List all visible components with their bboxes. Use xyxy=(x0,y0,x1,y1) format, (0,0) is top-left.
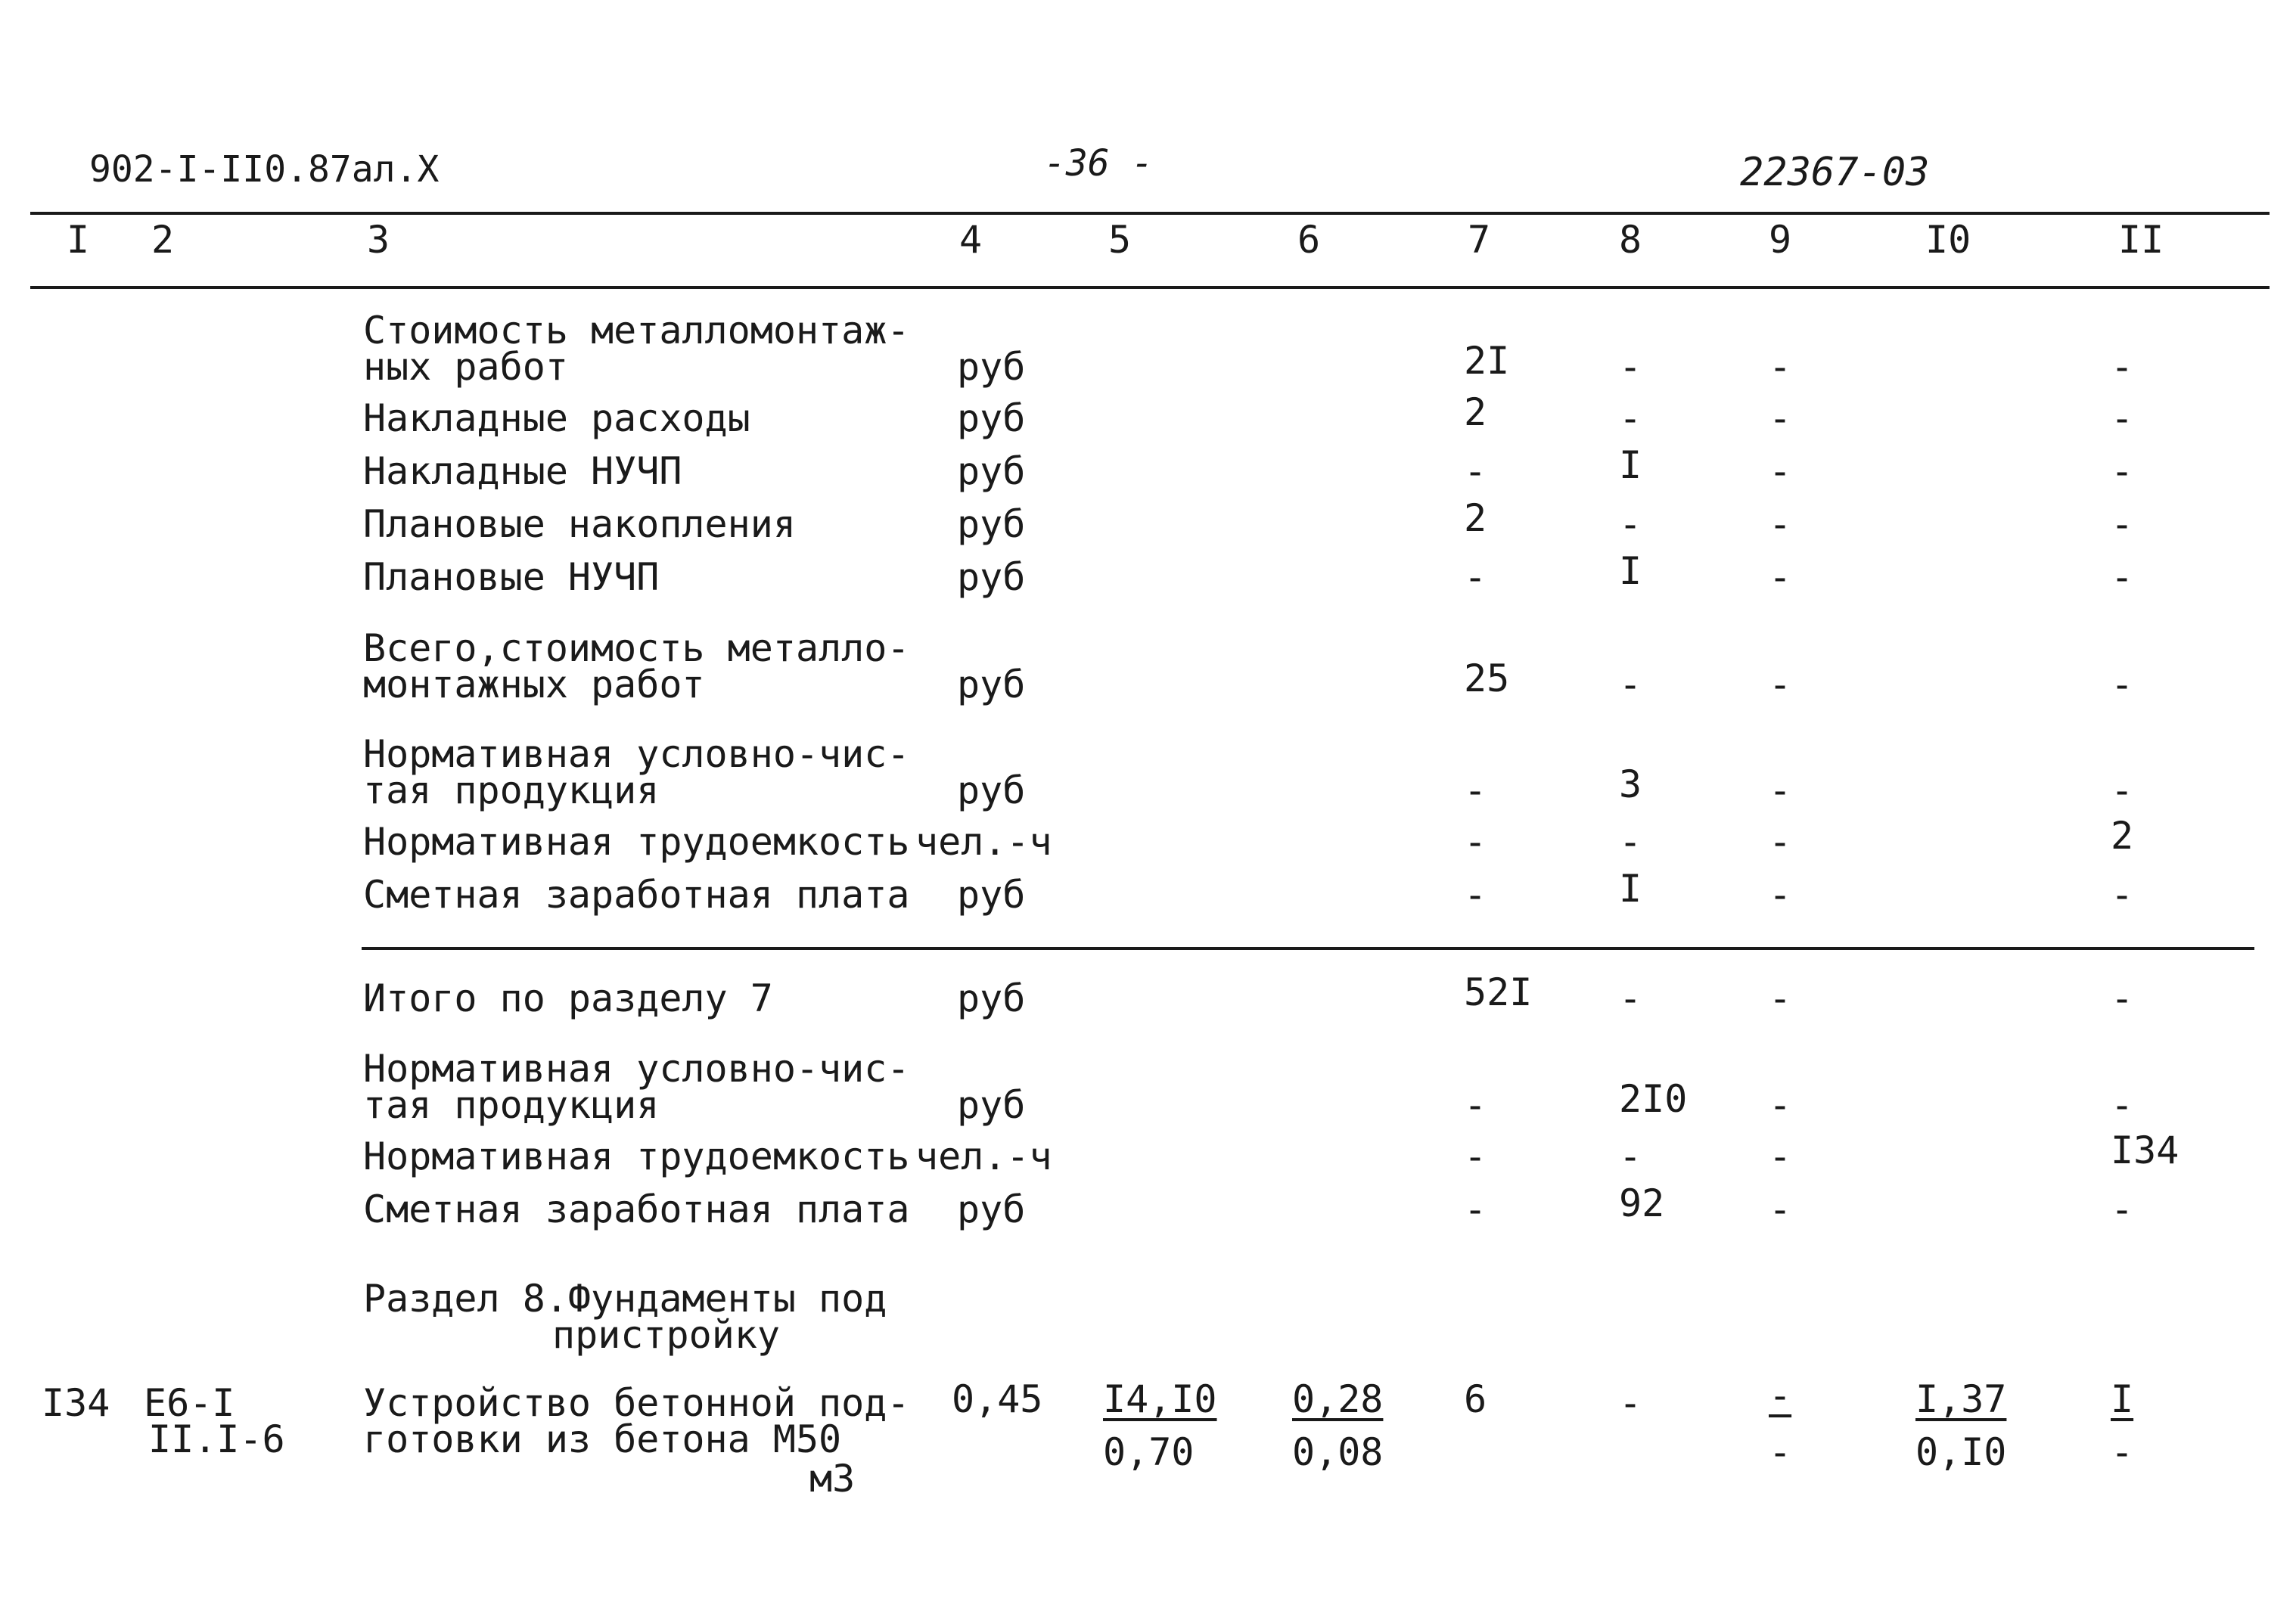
row-c7: - xyxy=(1464,820,1487,864)
row-unit: руб xyxy=(957,345,1026,389)
row-name: Плановые накопления xyxy=(363,502,796,546)
row-unit: руб xyxy=(957,396,1026,440)
row-unit: руб xyxy=(957,449,1026,493)
row-c7: - xyxy=(1464,555,1487,599)
row-c9: - xyxy=(1769,663,1792,706)
row-c11: - xyxy=(2111,1083,2134,1127)
col-head-7: 7 xyxy=(1468,218,1491,262)
row-c11: - xyxy=(2111,502,2134,546)
row-c8: 3 xyxy=(1619,762,1642,806)
row-name: Всего,стоимость металло- xyxy=(363,626,910,670)
col-head-4: 4 xyxy=(959,218,983,262)
row-c8: 92 xyxy=(1619,1181,1665,1225)
row-c9: - xyxy=(1769,449,1792,493)
item-c5-bottom: 0,70 xyxy=(1103,1430,1195,1474)
item-c6-top: 0,28 xyxy=(1292,1377,1384,1421)
row-c11: - xyxy=(2111,663,2134,706)
row-c11: - xyxy=(2111,1187,2134,1231)
item-c6-bottom: 0,08 xyxy=(1292,1430,1384,1474)
header-top-rule xyxy=(30,212,2270,215)
row-c11: - xyxy=(2111,396,2134,440)
item-c11-top: I xyxy=(2111,1377,2134,1421)
row-unit: руб xyxy=(957,663,1026,706)
col-head-1: I xyxy=(67,218,90,262)
item-c10-top: I,37 xyxy=(1915,1377,2007,1421)
row-c9: - xyxy=(1769,1135,1792,1178)
row-unit: руб xyxy=(957,768,1026,812)
row-c8: 2I0 xyxy=(1619,1077,1688,1121)
row-c9: - xyxy=(1769,820,1792,864)
row-c7: - xyxy=(1464,768,1487,812)
row-c7: - xyxy=(1464,873,1487,917)
row-name: Накладные НУЧП xyxy=(363,449,682,493)
header-bottom-rule xyxy=(30,286,2270,289)
col-head-6: 6 xyxy=(1297,218,1321,262)
row-c11: - xyxy=(2111,873,2134,917)
row-unit: руб xyxy=(957,976,1026,1020)
col-head-11: II xyxy=(2118,218,2164,262)
row-c7: - xyxy=(1464,449,1487,493)
row-name: Накладные расходы xyxy=(363,396,750,440)
row-c11: - xyxy=(2111,768,2134,812)
row-c9: - xyxy=(1769,502,1792,546)
row-unit: чел.-ч xyxy=(915,1135,1052,1178)
item-code: Е6-I xyxy=(144,1381,235,1425)
item-code-ref: II.I-6 xyxy=(148,1417,285,1461)
item-c9-top: - xyxy=(1769,1374,1792,1417)
section-title: Раздел 8.Фундаменты под xyxy=(363,1277,887,1321)
item-quantity: 0,45 xyxy=(952,1377,1043,1421)
row-c8: - xyxy=(1619,663,1642,706)
page-number: -36 - xyxy=(1044,142,1154,185)
row-unit: руб xyxy=(957,502,1026,546)
row-c7: 2 xyxy=(1464,390,1487,434)
section-title-cont: пристройку xyxy=(552,1313,781,1357)
row-c8: - xyxy=(1619,502,1642,546)
row-c11: I34 xyxy=(2111,1128,2179,1172)
row-unit: руб xyxy=(957,873,1026,917)
row-name: Итого по разделу 7 xyxy=(363,976,773,1020)
row-name: Нормативная трудоемкость xyxy=(363,1135,910,1178)
row-c8: I xyxy=(1619,443,1642,487)
document-code: 902-I-II0.87ал.X xyxy=(89,148,440,191)
row-name: Нормативная условно-чис- xyxy=(363,1047,910,1091)
row-c7: - xyxy=(1464,1083,1487,1127)
row-c11: 2 xyxy=(2111,814,2134,858)
col-head-2: 2 xyxy=(151,218,175,262)
row-c9: - xyxy=(1769,1083,1792,1127)
row-unit: руб xyxy=(957,1083,1026,1127)
row-c9: - xyxy=(1769,768,1792,812)
sheet-code: 22367-03 xyxy=(1740,150,1930,195)
item-c5-top: I4,I0 xyxy=(1103,1377,1217,1421)
item-c10-bottom: 0,I0 xyxy=(1915,1430,2007,1474)
col-head-9: 9 xyxy=(1769,218,1792,262)
row-c8: I xyxy=(1619,867,1642,911)
item-c8: - xyxy=(1619,1381,1642,1425)
row-c11: - xyxy=(2111,976,2134,1020)
row-c7: - xyxy=(1464,1187,1487,1231)
row-c8: - xyxy=(1619,1135,1642,1178)
item-c9-bottom: - xyxy=(1769,1430,1792,1474)
row-c9: - xyxy=(1769,396,1792,440)
row-name: Нормативная условно-чис- xyxy=(363,732,910,776)
row-c9: - xyxy=(1769,345,1792,389)
row-unit: руб xyxy=(957,1187,1026,1231)
row-c9: - xyxy=(1769,1187,1792,1231)
section-divider xyxy=(362,947,2254,950)
col-head-10: I0 xyxy=(1925,218,1971,262)
row-c8: - xyxy=(1619,396,1642,440)
row-name: Плановые НУЧП xyxy=(363,555,660,599)
row-c7: 52I xyxy=(1464,970,1533,1014)
col-head-8: 8 xyxy=(1619,218,1642,262)
row-c7: - xyxy=(1464,1135,1487,1178)
row-name-cont: тая продукция xyxy=(363,768,660,812)
row-c7: 2I xyxy=(1464,339,1510,383)
row-name: Сметная заработная плата xyxy=(363,873,910,917)
row-name: Сметная заработная плата xyxy=(363,1187,910,1231)
row-c11: - xyxy=(2111,555,2134,599)
row-name: Стоимость металломонтаж- xyxy=(363,309,910,352)
row-c11: - xyxy=(2111,449,2134,493)
item-name-cont: готовки из бетона М50 xyxy=(363,1417,842,1461)
row-name-cont: тая продукция xyxy=(363,1083,660,1127)
row-c8: - xyxy=(1619,820,1642,864)
row-c9: - xyxy=(1769,976,1792,1020)
col-head-5: 5 xyxy=(1108,218,1132,262)
item-c11-bottom: - xyxy=(2111,1430,2134,1474)
item-number: I34 xyxy=(42,1381,110,1425)
col-head-3: 3 xyxy=(367,218,390,262)
row-c8: I xyxy=(1619,549,1642,593)
row-name: Нормативная трудоемкость xyxy=(363,820,910,864)
row-c9: - xyxy=(1769,555,1792,599)
item-unit: м3 xyxy=(809,1457,856,1501)
item-name: Устройство бетонной под- xyxy=(363,1381,910,1425)
row-c11: - xyxy=(2111,345,2134,389)
row-c8: - xyxy=(1619,976,1642,1020)
row-c7: 2 xyxy=(1464,496,1487,540)
row-c8: - xyxy=(1619,345,1642,389)
row-c7: 25 xyxy=(1464,657,1510,700)
row-unit: руб xyxy=(957,555,1026,599)
row-name-cont: ных работ xyxy=(363,345,568,389)
row-unit: чел.-ч xyxy=(915,820,1052,864)
row-name-cont: монтажных работ xyxy=(363,663,705,706)
item-c7: 6 xyxy=(1464,1377,1487,1421)
row-c9: - xyxy=(1769,873,1792,917)
